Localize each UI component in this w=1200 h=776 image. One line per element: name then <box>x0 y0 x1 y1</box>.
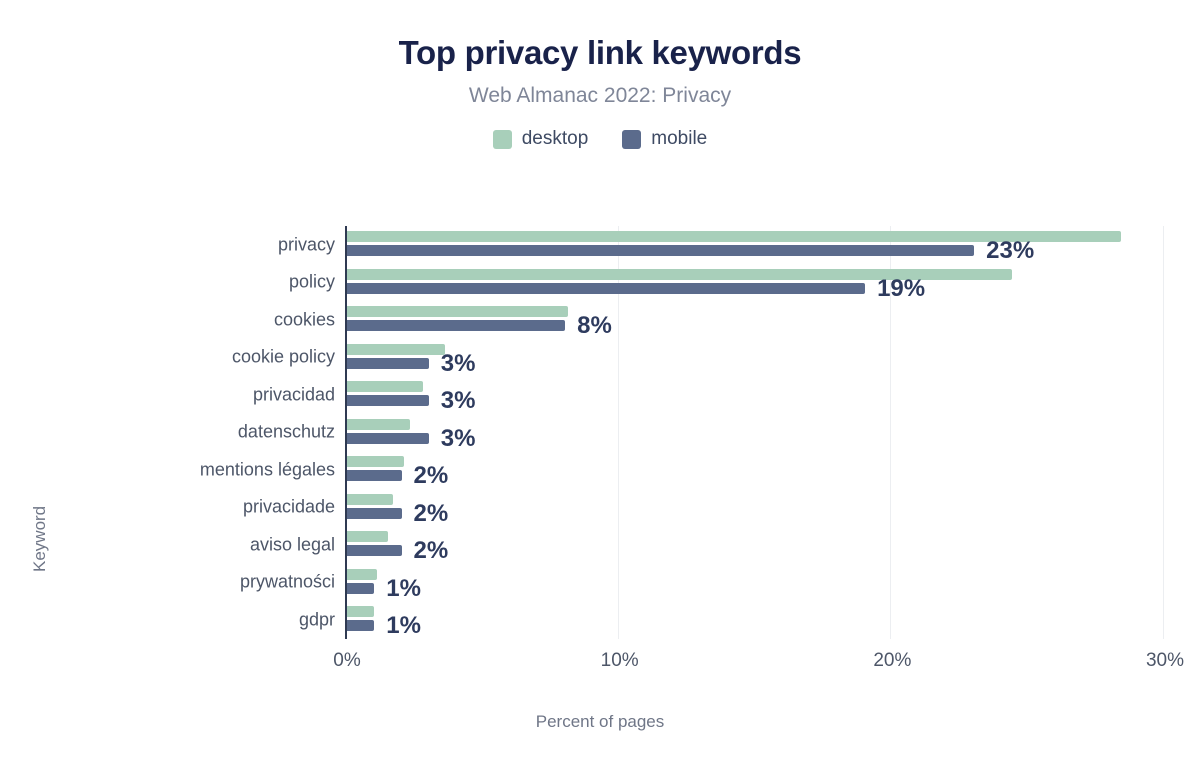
bar-group <box>347 451 1190 489</box>
chart-legend <box>0 128 1200 150</box>
bar-row <box>0 451 1200 489</box>
bar-desktop[interactable] <box>347 531 388 542</box>
bar-value-label: 3% <box>440 387 476 414</box>
chart-subtitle: Web Almanac 2022: Privacy <box>468 84 732 107</box>
bar-group <box>347 264 1190 302</box>
bar-mobile[interactable] <box>347 358 429 369</box>
bar-value-label: 2% <box>413 462 449 489</box>
y-tick-label: mentions légales <box>199 459 335 480</box>
y-tick-label: privacy <box>277 234 335 255</box>
bar-row <box>0 489 1200 527</box>
bar-mobile[interactable] <box>347 320 565 331</box>
bar-value-label: 2% <box>413 537 449 564</box>
bar-mobile[interactable] <box>347 545 402 556</box>
legend-label-desktop: desktop <box>521 128 589 149</box>
x-tick-label: 30% <box>1145 650 1185 671</box>
x-tick-label: 10% <box>600 650 639 671</box>
bar-desktop[interactable] <box>347 344 445 355</box>
y-tick-label: prywatności <box>239 571 335 592</box>
bar-mobile[interactable] <box>347 245 974 256</box>
bar-group <box>347 489 1190 527</box>
y-tick-label: policy <box>288 271 335 292</box>
legend-item-desktop[interactable] <box>493 128 589 150</box>
y-tick-label: aviso legal <box>249 534 335 555</box>
bar-mobile[interactable] <box>347 620 374 631</box>
bar-mobile[interactable] <box>347 470 402 481</box>
x-axis-ticks <box>0 650 1200 680</box>
legend-swatch-mobile <box>622 130 641 149</box>
bar-row <box>0 564 1200 602</box>
bar-group <box>347 601 1190 639</box>
y-tick-label: datenschutz <box>237 421 335 442</box>
bar-group <box>347 226 1190 264</box>
bar-desktop[interactable] <box>347 494 393 505</box>
y-tick-label: cookies <box>273 309 335 330</box>
x-axis-label: Percent of pages <box>535 712 665 731</box>
bar-value-label: 8% <box>577 312 612 339</box>
legend-swatch-desktop <box>493 130 512 149</box>
bar-row <box>0 339 1200 377</box>
bar-value-label: 23% <box>986 237 1035 264</box>
bar-row <box>0 526 1200 564</box>
bar-value-label: 2% <box>413 499 449 527</box>
bar-desktop[interactable] <box>347 381 423 392</box>
bar-mobile[interactable] <box>347 433 429 444</box>
chart-container <box>0 34 1200 776</box>
x-tick-label: 20% <box>873 650 912 671</box>
bar-rows <box>0 226 1200 639</box>
bar-value-label: 3% <box>440 349 476 377</box>
bar-mobile[interactable] <box>347 395 429 406</box>
bar-row <box>0 414 1200 452</box>
bar-row <box>0 376 1200 414</box>
bar-desktop[interactable] <box>347 569 377 580</box>
x-tick-label: 0% <box>333 650 361 671</box>
plot-area <box>0 220 1200 776</box>
bar-desktop[interactable] <box>347 606 374 617</box>
bar-group <box>347 301 1190 339</box>
legend-label-mobile: mobile <box>651 128 708 149</box>
y-tick-label: gdpr <box>298 609 335 630</box>
y-tick-label: privacidade <box>242 496 335 517</box>
y-tick-label: cookie policy <box>231 346 335 367</box>
bar-desktop[interactable] <box>347 306 568 317</box>
bar-group <box>347 564 1190 602</box>
chart-title: Top privacy link keywords <box>398 34 802 71</box>
bar-row <box>0 301 1200 339</box>
bar-mobile[interactable] <box>347 508 402 519</box>
bar-mobile[interactable] <box>347 283 865 294</box>
y-axis-label: Keyword <box>30 505 49 572</box>
bar-group <box>347 414 1190 452</box>
bar-row <box>0 601 1200 639</box>
bar-value-label: 19% <box>877 274 926 302</box>
bar-group <box>347 339 1190 377</box>
bar-row <box>0 264 1200 302</box>
y-tick-label: privacidad <box>252 384 335 405</box>
bar-value-label: 1% <box>386 612 421 639</box>
bar-value-label: 3% <box>440 424 476 452</box>
bar-value-label: 1% <box>386 574 421 602</box>
bar-mobile[interactable] <box>347 583 374 594</box>
bar-group <box>347 376 1190 414</box>
bar-group <box>347 526 1190 564</box>
bar-desktop[interactable] <box>347 419 410 430</box>
legend-item-mobile[interactable] <box>622 128 707 150</box>
bar-row <box>0 226 1200 264</box>
bar-desktop[interactable] <box>347 456 404 467</box>
